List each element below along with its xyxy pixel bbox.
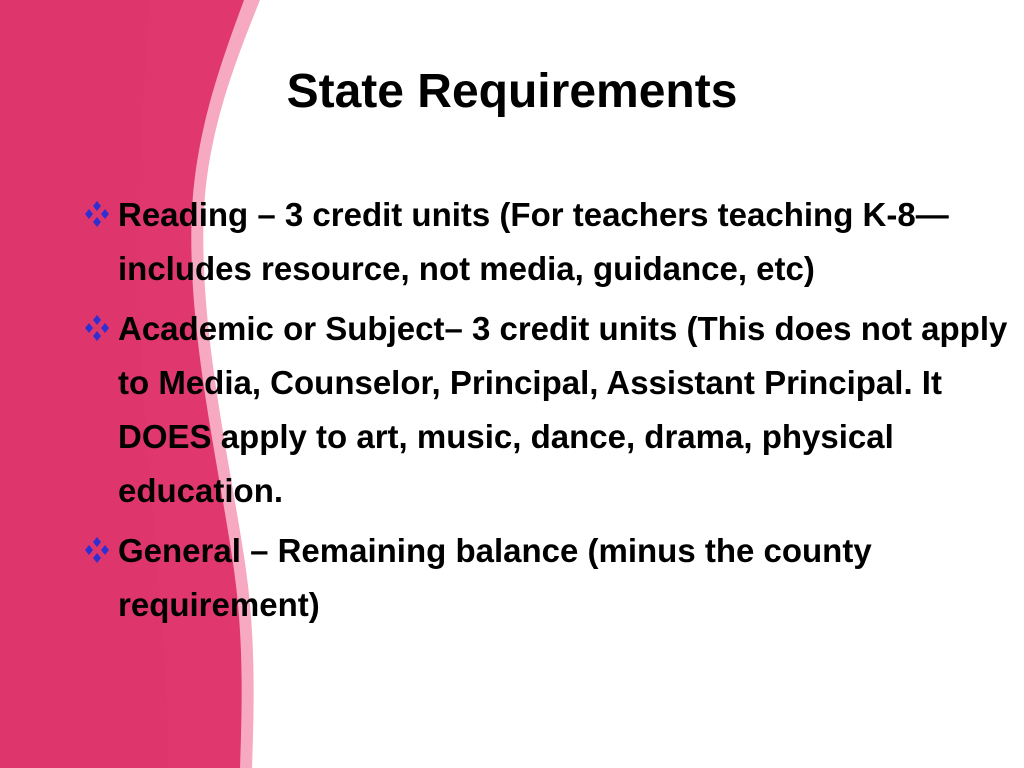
diamond-bullet-icon [80, 200, 114, 228]
slide-title-text: State Requirements [286, 65, 738, 118]
diamond-bullet-icon [80, 536, 114, 564]
bullet-item-academic [80, 302, 1010, 518]
slide-title [0, 64, 1024, 119]
bullet-text: Academic or Subject– 3 credit units (This does not apply to Media, Counselor, Principal, Assistant Principal. It DOES apply to art, music, dance, drama, physical education. [118, 310, 1008, 509]
bullet-item-reading [80, 188, 1010, 296]
bullet-text: Reading – 3 credit units (For teachers teaching K-8—includes resource, not media, guidance, etc) [118, 196, 949, 287]
bullet-text: General – Remaining balance (minus the county requirement) [118, 532, 872, 623]
diamond-bullet-icon [80, 314, 114, 342]
bullet-list [80, 188, 1010, 638]
bullet-item-general [80, 524, 1010, 632]
